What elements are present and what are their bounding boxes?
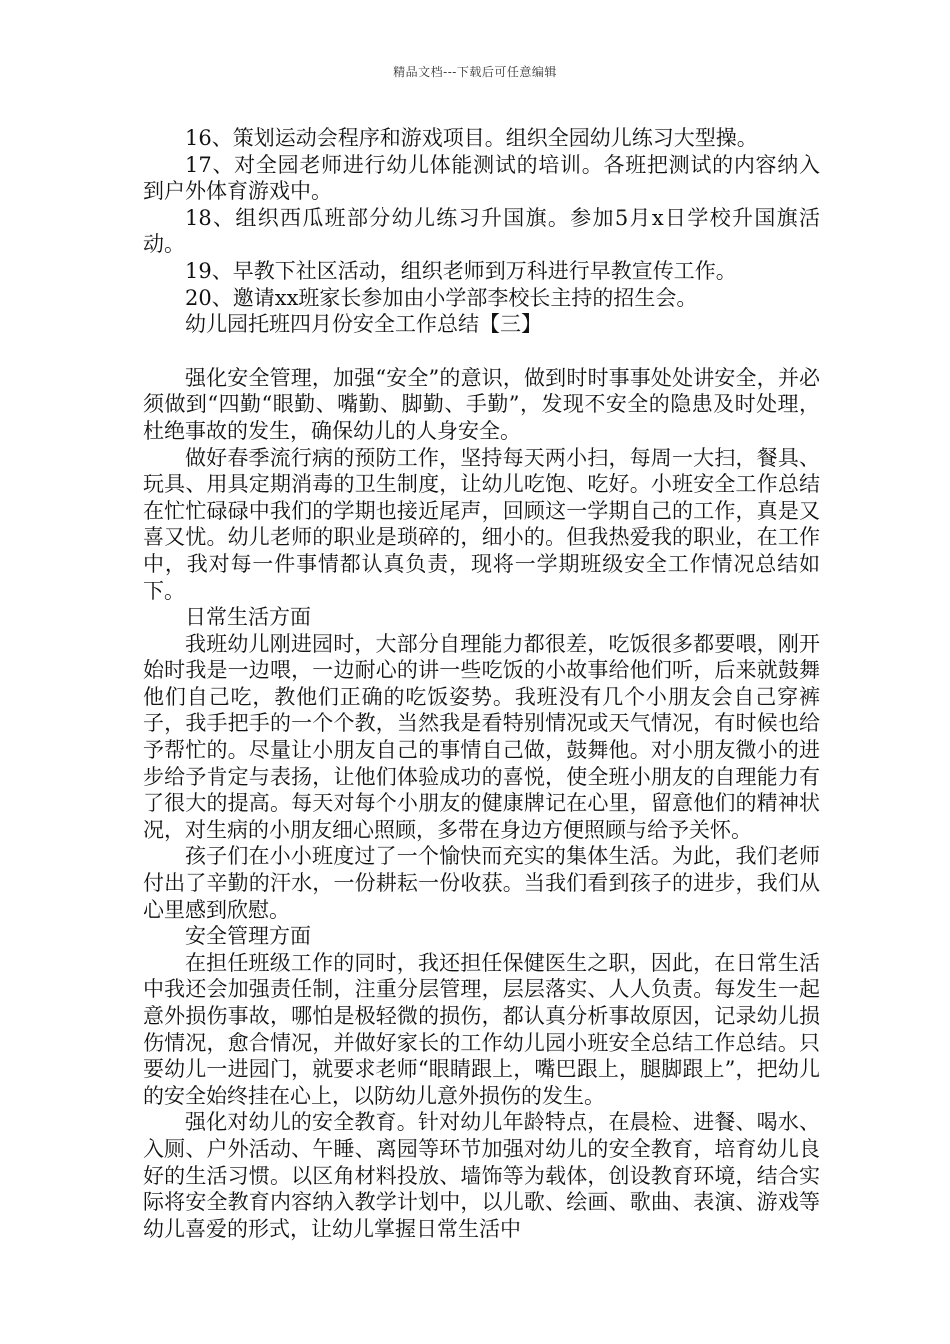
paragraph: 孩子们在小小班度过了一个愉快而充实的集体生活。为此，我们老师付出了辛勤的汗水，一份耕耘一份收获。当我们看到孩子的进步，我们从心里感到欣慰。: [143, 844, 820, 922]
list-item: 19、早教下社区活动，组织老师到万科进行早教宣传工作。: [185, 258, 737, 283]
subheading: 日常生活方面: [185, 605, 311, 630]
paragraph: 在担任班级工作的同时，我还担任保健医生之职，因此，在日常生活中我还会加强责任制，注重分层管理，层层落实、人人负责。每发生一起意外损伤事故，哪怕是极轻微的损伤，都认真分析事故原因，记录幼儿损伤情况，愈合情况，并做好家长的工作幼儿园小班安全总结工作总结。只要幼儿一进园门，就要求老师“眼睛跟上，嘴巴跟上，腿脚跟上”，把幼儿的安全始终挂在心上，以防幼儿意外损伤的发生。: [143, 950, 820, 1108]
page-header: 精品文档---下载后可任意编辑: [393, 65, 557, 79]
subheading: 安全管理方面: [185, 924, 311, 949]
section-title: 幼儿园托班四月份安全工作总结【三】: [185, 312, 542, 337]
spacer: [143, 338, 820, 365]
document-body: [143, 125, 820, 1242]
list-item: 16、策划运动会程序和游戏项目。组织全园幼儿练习大型操。: [185, 126, 758, 150]
paragraph: 强化安全管理，加强“安全”的意识，做到时时事事处处讲安全，并必须做到“四勤“眼勤、嘴勤、脚勤、手勤”，发现不安全的隐患及时处理，杜绝事故的发生，确保幼儿的人身安全。: [143, 365, 820, 443]
list-item: 17、对全园老师进行幼儿体能测试的培训。各班把测试的内容纳入到户外体育游戏中。: [143, 152, 820, 204]
paragraph: 我班幼儿刚进园时，大部分自理能力都很差，吃饭很多都要喂，刚开始时我是一边喂，一边耐心的讲一些吃饭的小故事给他们听，后来就鼓舞他们自己吃，教他们正确的吃饭姿势。我班没有几个小朋友会自己穿裤子，我手把手的一个个教，当然我是看特别情况或天气情况，有时候也给予帮忙的。尽量让小朋友自己的事情自己做，鼓舞他。对小朋友微小的进步给予肯定与表扬，让他们体验成功的喜悦，使全班小朋友的自理能力有了很大的提高。每天对每个小朋友的健康牌记在心里，留意他们的精神状况，对生病的小朋友细心照顾，多带在身边方便照顾与给予关怀。: [143, 631, 820, 842]
paragraph: 做好春季流行病的预防工作，坚持每天两小扫，每周一大扫，餐具、玩具、用具定期消毒的卫生制度，让幼儿吃饱、吃好。小班安全工作总结在忙忙碌碌中我们的学期也接近尾声，回顾这一学期自己的工作，真是又喜又忧。幼儿老师的职业是琐碎的，细小的。但我热爱我的职业，在工作中，我对每一件事情都认真负责，现将一学期班级安全工作情况总结如下。: [143, 445, 820, 603]
list-item: 20、邀请xx班家长参加由小学部李校长主持的招生会。: [185, 285, 698, 310]
list-item: 18、组织西瓜班部分幼儿练习升国旗。参加5月x日学校升国旗活动。: [143, 205, 820, 257]
paragraph: 强化对幼儿的安全教育。针对幼儿年龄特点，在晨检、进餐、喝水、入厕、户外活动、午睡、离园等环节加强对幼儿的安全教育，培育幼儿良好的生活习惯。以区角材料投放、墙饰等为载体，创设教育环境，结合实际将安全教育内容纳入教学计划中，以儿歌、绘画、歌曲、表演、游戏等幼儿喜爱的形式，让幼儿掌握日常生活中: [143, 1110, 820, 1241]
